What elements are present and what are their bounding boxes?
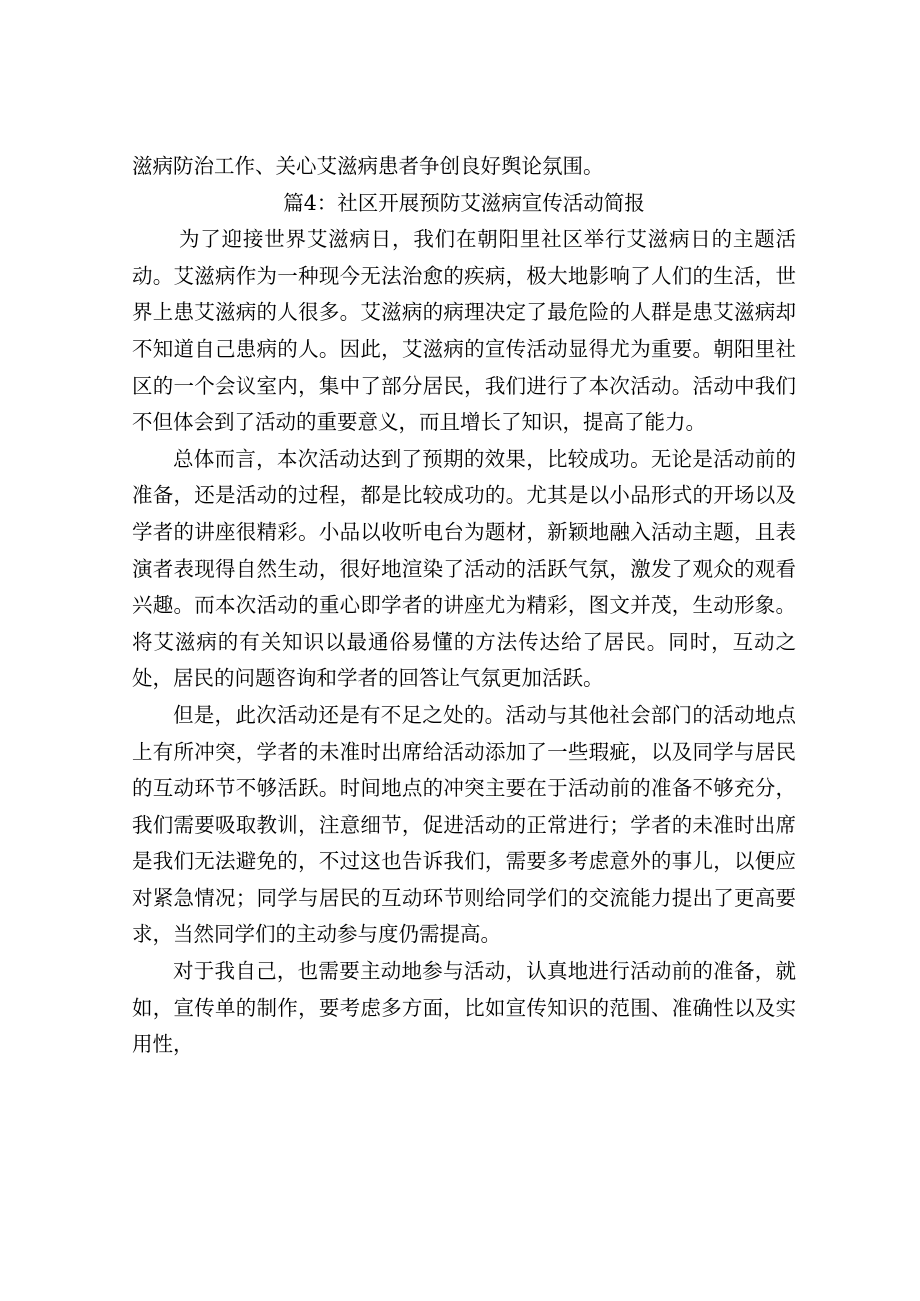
- continuation-text: 滋病防治工作、关心艾滋病患者争创良好舆论氛围。: [132, 154, 604, 178]
- paragraph-4: 对于我自己，也需要主动地参与活动，认真地进行活动前的准备，就如，宣传单的制作，要考虑多方面，比如宣传知识的范围、准确性以及实用性，: [132, 959, 796, 1057]
- document-page: [132, 148, 796, 1063]
- section-title: 篇4：社区开展预防艾滋病宣传活动简报: [283, 190, 645, 215]
- paragraph-2: 总体而言，本次活动达到了预期的效果，比较成功。无论是活动前的准备，还是活动的过程，都是比较成功的。尤其是以小品形式的开场以及学者的讲座很精彩。小品以收听电台为题材，新颖地融入活动主题，且表演者表现得自然生动，很好地渲染了活动的活跃气氛，激发了观众的观看兴趣。而本次活动的重心即学者的讲座尤为精彩，图文并茂，生动形象。将艾滋病的有关知识以最通俗易懂的方法传达给了居民。同时，互动之处，居民的问题咨询和学者的回答让气氛更加活跃。: [132, 446, 796, 691]
- paragraph-3: 但是，此次活动还是有不足之处的。活动与其他社会部门的活动地点上有所冲突，学者的未准时出席给活动添加了一些瑕疵，以及同学与居民的互动环节不够活跃。时间地点的冲突主要在于活动前的准备不够充分，我们需要吸取教训，注意细节，促进活动的正常进行；学者的未准时出席是我们无法避免的，不过这也告诉我们，需要多考虑意外的事儿，以便应对紧急情况；同学与居民的互动环节则给同学们的交流能力提出了更高要求，当然同学们的主动参与度仍需提高。: [132, 702, 796, 947]
- paragraph-1: 为了迎接世界艾滋病日，我们在朝阳里社区举行艾滋病日的主题活动。艾滋病作为一种现今无法治愈的疾病，极大地影响了人们的生活，世界上患艾滋病的人很多。艾滋病的病理决定了最危险的人群是患艾滋病却不知道自己患病的人。因此，艾滋病的宣传活动显得尤为重要。朝阳里社区的一个会议室内，集中了部分居民，我们进行了本次活动。活动中我们不但体会到了活动的重要意义，而且增长了知识，提高了能力。: [132, 227, 796, 435]
